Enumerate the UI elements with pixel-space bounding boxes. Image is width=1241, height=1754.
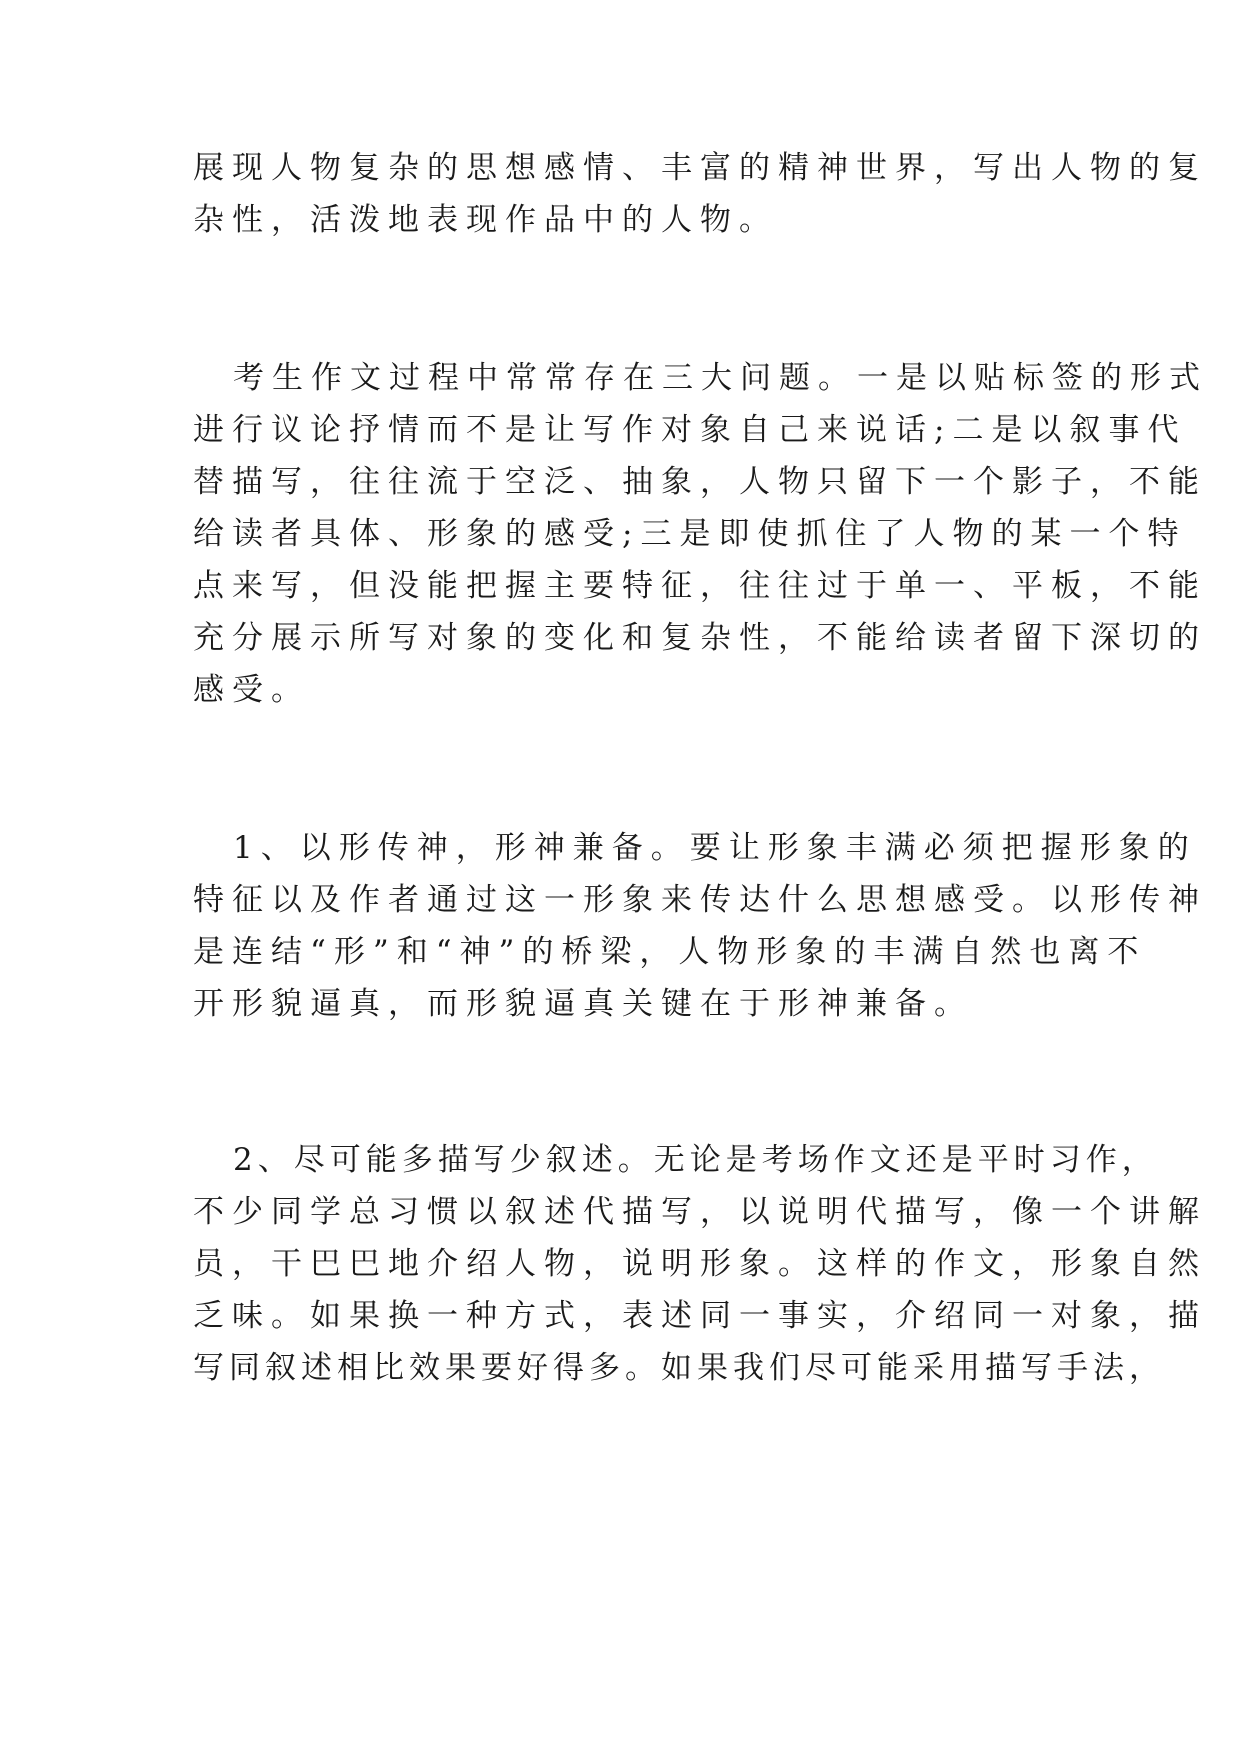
- paragraph-4-line-4: 乏味。如果换一种方式，表述同一事实，介绍同一对象，描: [193, 1298, 1207, 1334]
- paragraph-4-line-1: 2、尽可能多描写少叙述。无论是考场作文还是平时习作，: [233, 1142, 1158, 1178]
- paragraph-4-line-5: 写同叙述相比效果要好得多。如果我们尽可能采用描写手法，: [193, 1350, 1165, 1386]
- paragraph-3-line-4: 开形貌逼真，而形貌逼真关键在于形神兼备。: [193, 986, 973, 1022]
- paragraph-4-line-2: 不少同学总习惯以叙述代描写，以说明代描写，像一个讲解: [193, 1194, 1207, 1230]
- paragraph-1-line-2: 杂性，活泼地表现作品中的人物。: [193, 202, 778, 238]
- paragraph-3-line-3: 是连结“形”和“神”的桥梁，人物形象的丰满自然也离不: [193, 934, 1147, 970]
- paragraph-3-line-1: 1、以形传神，形神兼备。要让形象丰满必须把握形象的: [233, 830, 1197, 866]
- paragraph-2-line-7: 感受。: [193, 672, 310, 708]
- paragraph-2-line-6: 充分展示所写对象的变化和复杂性，不能给读者留下深切的: [193, 620, 1207, 656]
- paragraph-2-line-5: 点来写，但没能把握主要特征，往往过于单一、平板，不能: [193, 568, 1207, 604]
- paragraph-1-line-1: 展现人物复杂的思想感情、丰富的精神世界，写出人物的复: [193, 150, 1207, 186]
- paragraph-2-line-3: 替描写，往往流于空泛、抽象，人物只留下一个影子，不能: [193, 464, 1207, 500]
- paragraph-4-line-3: 员，干巴巴地介绍人物，说明形象。这样的作文，形象自然: [193, 1246, 1207, 1282]
- paragraph-2-line-2: 进行议论抒情而不是让写作对象自己来说话;二是以叙事代: [193, 412, 1187, 448]
- paragraph-2-line-1: 考生作文过程中常常存在三大问题。一是以贴标签的形式: [233, 360, 1208, 396]
- paragraph-3-line-2: 特征以及作者通过这一形象来传达什么思想感受。以形传神: [193, 882, 1207, 918]
- paragraph-2-line-4: 给读者具体、形象的感受;三是即使抓住了人物的某一个特: [193, 516, 1187, 552]
